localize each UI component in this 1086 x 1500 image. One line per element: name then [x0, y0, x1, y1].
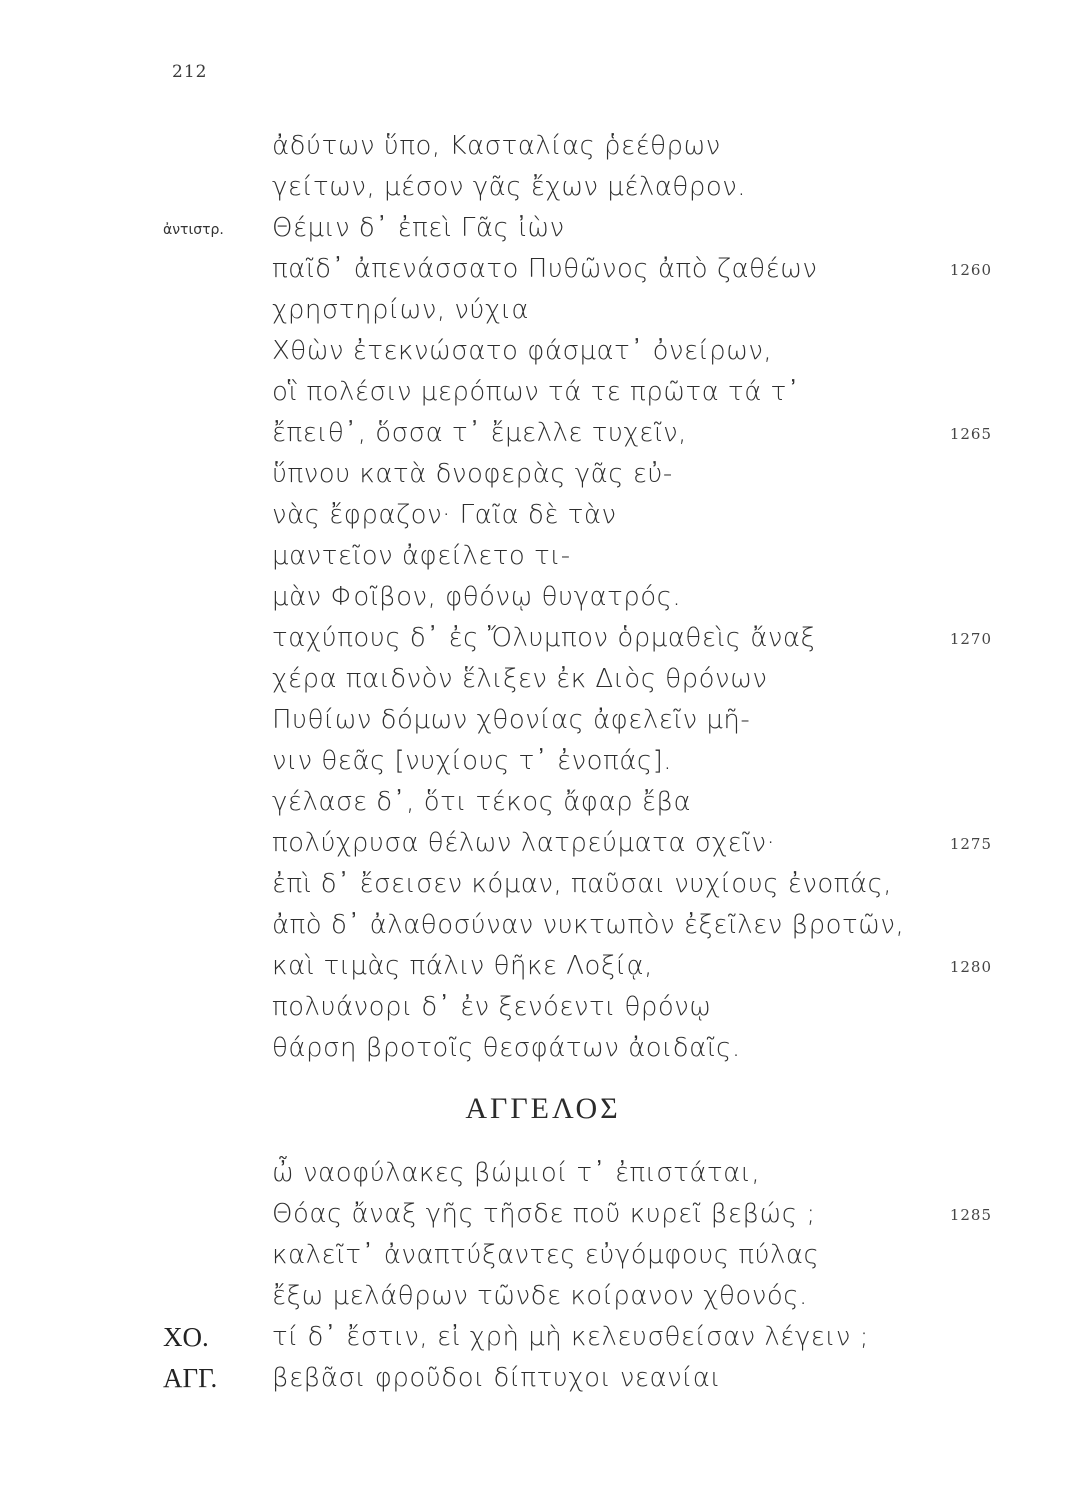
verse-line: [0, 208, 1086, 249]
verse-text: παῖδ᾽ ἀπενάσσατο Πυθῶνος ἀπὸ ζαθέων: [272, 254, 818, 284]
verse-text: ἔξω μελάθρων τῶνδε κοίρανον χθονός.: [272, 1281, 808, 1311]
verse-text: πολυάνορι δ᾽ ἐν ξενόεντι θρόνῳ: [272, 992, 712, 1022]
verse-line: [0, 1028, 1086, 1069]
verse-line: [0, 659, 1086, 700]
verse-text: μὰν Φοῖβον, φθόνῳ θυγατρός.: [272, 582, 682, 612]
verse-text: καὶ τιμὰς πάλιν θῆκε Λοξίᾳ,: [272, 951, 653, 981]
lyric-passage: [0, 126, 1086, 1069]
verse-text: ἐπὶ δ᾽ ἔσεισεν κόμαν, παῦσαι νυχίους ἐνοπάς,: [272, 869, 893, 899]
verse-text: χέρα παιδνὸν ἕλιξεν ἐκ Διὸς θρόνων: [272, 664, 768, 694]
verse-text: Θέμιν δ᾽ ἐπεὶ Γᾶς ἰὼν: [272, 213, 565, 243]
page-number: 212: [172, 62, 208, 82]
verse-line: [0, 495, 1086, 536]
verse-line: [0, 823, 1086, 864]
speaker-label: ΧΟ.: [163, 1322, 209, 1352]
verse-line: [0, 167, 1086, 208]
verse-text: ταχύπους δ᾽ ἐς Ὄλυμπον ὁρμαθεὶς ἄναξ: [272, 623, 816, 653]
line-number: 1280: [949, 958, 992, 976]
verse-text: ἀδύτων ὕπο, Κασταλίας ῥεέθρων: [272, 131, 721, 161]
verse-line: [0, 372, 1086, 413]
verse-text: Πυθίων δόμων χθονίας ἀφελεῖν μῆ-: [272, 705, 751, 735]
verse-line: [0, 536, 1086, 577]
verse-line: [0, 1194, 1086, 1235]
margin-note: ἀντιστρ.: [163, 222, 224, 238]
line-number: 1265: [949, 425, 992, 443]
verse-text: οἳ πολέσιν μερόπων τά τε πρῶτα τά τ᾽: [272, 377, 801, 407]
line-number: 1275: [949, 835, 992, 853]
verse-line: [0, 126, 1086, 167]
verse-line: [0, 1235, 1086, 1276]
verse-line: [0, 864, 1086, 905]
verse-text: νὰς ἔφραζον· Γαῖα δὲ τὰν: [272, 500, 617, 530]
verse-line: [0, 331, 1086, 372]
verse-text: πολύχρυσα θέλων λατρεύματα σχεῖν·: [272, 828, 776, 858]
verse-text: γέλασε δ᾽, ὅτι τέκος ἄφαρ ἔβα: [272, 787, 692, 817]
verse-text: ἀπὸ δ᾽ ἀλαθοσύναν νυκτωπὸν ἐξεῖλεν βροτῶν,: [272, 910, 905, 940]
verse-line: [0, 1153, 1086, 1194]
verse-text: ἔπειθ᾽, ὅσσα τ᾽ ἔμελλε τυχεῖν,: [272, 418, 687, 448]
line-number: 1260: [949, 261, 992, 279]
line-number: 1285: [949, 1206, 992, 1224]
verse-text: καλεῖτ᾽ ἀναπτύξαντες εὐγόμφους πύλας: [272, 1240, 820, 1270]
verse-text: μαντεῖον ἀφείλετο τι-: [272, 541, 571, 571]
verse-line: [0, 454, 1086, 495]
verse-line: [0, 413, 1086, 454]
verse-line: [0, 1317, 1086, 1358]
verse-line: [0, 1358, 1086, 1399]
verse-text: τί δ᾽ ἔστιν, εἰ χρὴ μὴ κελευσθείσαν λέγειν ;: [272, 1322, 869, 1352]
verse-text: Θόας ἄναξ γῆς τῆσδε ποῦ κυρεῖ βεβώς ;: [272, 1199, 816, 1229]
verse-line: [0, 946, 1086, 987]
verse-text: ὕπνου κατὰ δνοφερὰς γᾶς εὐ-: [272, 459, 673, 489]
verse-line: [0, 987, 1086, 1028]
verse-text: νιν θεᾶς [νυχίους τ᾽ ἐνοπάς].: [272, 746, 673, 776]
verse-text: βεβᾶσι φροῦδοι δίπτυχοι νεανίαι: [272, 1363, 721, 1393]
verse-line: [0, 290, 1086, 331]
verse-text: θάρση βροτοῖς θεσφάτων ἀοιδαῖς.: [272, 1033, 741, 1063]
line-number: 1270: [949, 630, 992, 648]
speaker-heading: ΑΓΓΕΛΟΣ: [465, 1092, 621, 1125]
verse-text: γείτων, μέσον γᾶς ἔχων μέλαθρον.: [272, 172, 747, 202]
verse-line: [0, 249, 1086, 290]
verse-line: [0, 700, 1086, 741]
verse-line: [0, 905, 1086, 946]
speaker-label: ΑΓΓ.: [163, 1363, 218, 1393]
verse-text: Χθὼν ἐτεκνώσατο φάσματ᾽ ὀνείρων,: [272, 336, 773, 366]
verse-line: [0, 741, 1086, 782]
verse-text: ὦ ναοφύλακες βώμιοί τ᾽ ἐπιστάται,: [272, 1158, 761, 1188]
verse-line: [0, 1276, 1086, 1317]
dialogue-passage: [0, 1153, 1086, 1399]
verse-line: [0, 782, 1086, 823]
verse-line: [0, 618, 1086, 659]
verse-text: χρηστηρίων, νύχια: [272, 295, 530, 325]
verse-line: [0, 577, 1086, 618]
